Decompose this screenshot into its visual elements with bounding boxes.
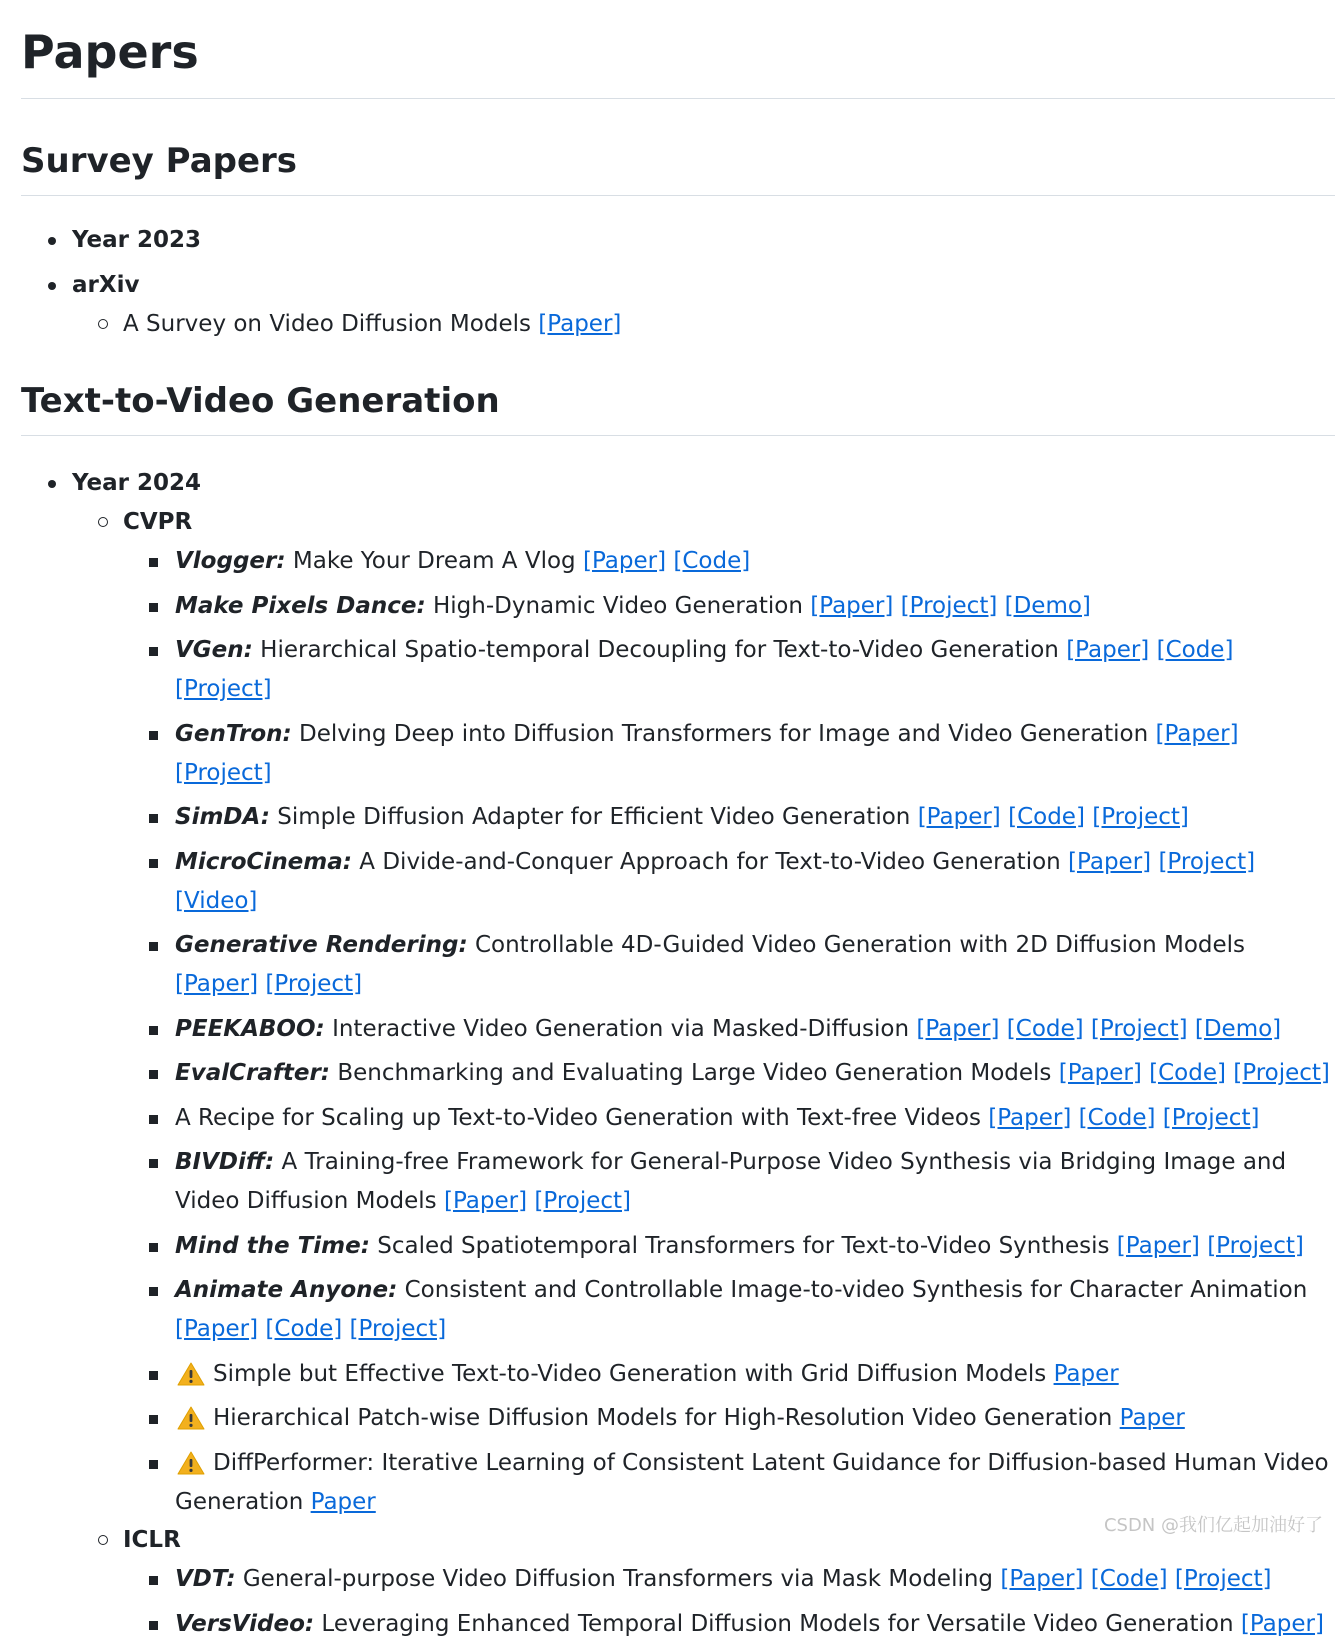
paper-item [123,1560,1335,1599]
paper-link[interactable]: Paper [310,1488,376,1515]
paper-description: Scaled Spatiotemporal Transformers for Text-to-Video Synthesis [377,1232,1110,1259]
venue-label: CVPR [123,503,1335,542]
venue-label: arXiv [72,266,1335,305]
paper-link[interactable]: [Paper] [916,1015,1000,1042]
paper-description: Controllable 4D-Guided Video Generation with 2D Diffusion Models [474,932,1246,958]
code-link[interactable]: [Code] [673,548,751,574]
paper-link[interactable]: [Paper] [1155,720,1239,747]
project-link[interactable]: [Project] [265,971,363,997]
code-link[interactable]: [Code] [1090,1566,1168,1592]
warning-icon [177,1361,205,1387]
paper-item [123,1054,1335,1093]
paper-link[interactable]: [Paper] [1116,1232,1200,1259]
page-title: Papers [21,0,1335,99]
paper-item [123,926,1335,1004]
paper-name: PEEKABOO: [175,1015,325,1042]
paper-item [123,798,1335,837]
paper-link[interactable]: [Paper] [917,804,1001,830]
paper-item [123,1444,1335,1522]
list-item [72,1521,1335,1644]
project-link[interactable]: [Project] [534,1188,632,1214]
paper-link[interactable]: [Paper] [1068,848,1152,875]
section-heading-t2v: Text-to-Video Generation [21,379,1335,436]
paper-item [123,1271,1335,1349]
paper-description: Leveraging Enhanced Temporal Diffusion Models for Versatile Video Generation [321,1610,1234,1637]
paper-link[interactable]: [Paper] [175,971,259,997]
paper-link[interactable]: [Paper] [443,1188,528,1214]
video-link[interactable]: [Video] [175,887,258,914]
cvpr-paper-list [123,542,1335,1522]
paper-description: Consistent and Controllable Image-to-video Synthesis for Character Animation [404,1277,1308,1303]
watermark: CSDN @我们亿起加油好了 [1103,1515,1323,1536]
paper-description: A Recipe for Scaling up Text-to-Video Generation with Text-free Videos [175,1104,981,1131]
paper-link[interactable]: [Paper] [1058,1060,1142,1086]
paper-item [123,1143,1335,1221]
paper-description: Hierarchical Patch-wise Diffusion Models for High-Resolution Video Generation [213,1405,1113,1431]
paper-description: High-Dynamic Video Generation [432,592,803,619]
project-link[interactable]: [Project] [1158,848,1256,875]
paper-item [123,631,1335,709]
paper-link[interactable]: [Paper] [1240,1610,1324,1637]
project-link[interactable]: [Project] [1162,1104,1260,1131]
code-link[interactable]: [Code] [1156,637,1234,663]
paper-link[interactable]: Paper [1053,1360,1119,1387]
t2v-list [21,464,1335,1644]
paper-item [123,587,1335,626]
paper-item [123,1099,1335,1138]
paper-description: A Training-free Framework for General-Purpose Video Synthesis via Bridging Image and Video Diffusion Models [175,1149,1287,1214]
code-link[interactable]: [Code] [1006,1015,1084,1042]
paper-description: Make Your Dream A Vlog [292,548,576,574]
year-label: Year 2024 [72,464,1335,503]
project-link[interactable]: [Project] [175,676,272,702]
warning-icon [177,1450,205,1476]
paper-link[interactable]: [Paper] [988,1104,1072,1131]
paper-link[interactable]: [Paper] [175,1316,259,1342]
paper-description: Simple but Effective Text-to-Video Generation with Grid Diffusion Models [213,1360,1047,1387]
project-link[interactable]: [Project] [175,759,272,786]
list-item [72,305,1335,344]
paper-description: A Divide-and-Conquer Approach for Text-to-Video Generation [359,848,1061,875]
paper-name: Generative Rendering: [175,932,468,958]
paper-title: A Survey on Video Diffusion Models [123,311,531,337]
project-link[interactable]: [Project] [1233,1060,1330,1086]
paper-description: Simple Diffusion Adapter for Efficient Video Generation [277,804,911,830]
paper-name: BIVDiff: [175,1149,275,1175]
paper-name: MicroCinema: [175,848,352,875]
paper-item [123,1227,1335,1266]
list-item [21,266,1335,344]
list-item [72,503,1335,1522]
paper-link[interactable]: [Paper] [1000,1566,1084,1592]
paper-name: Mind the Time: [175,1232,370,1259]
iclr-paper-list [123,1560,1335,1644]
project-link[interactable]: [Project] [1092,804,1189,830]
paper-name: VDT: [175,1566,236,1592]
paper-item [123,715,1335,793]
paper-item [123,542,1335,581]
list-item [21,464,1335,1644]
paper-description: Delving Deep into Diffusion Transformers for Image and Video Generation [299,720,1149,747]
venue-label: ICLR [123,1521,1335,1560]
paper-item [123,843,1335,921]
project-link[interactable]: [Project] [1207,1232,1304,1259]
code-link[interactable]: [Code] [1008,804,1085,830]
paper-link[interactable]: [Paper] [582,548,667,574]
list-item [21,221,1335,260]
paper-description: Hierarchical Spatio-temporal Decoupling for Text-to-Video Generation [260,637,1059,663]
project-link[interactable]: [Project] [900,592,998,619]
paper-link[interactable]: [Paper] [810,592,894,619]
paper-name: GenTron: [175,720,292,747]
paper-description: Benchmarking and Evaluating Large Video Generation Models [337,1060,1052,1086]
code-link[interactable]: [Code] [1078,1104,1156,1131]
project-link[interactable]: [Project] [349,1316,447,1342]
demo-link[interactable]: [Demo] [1194,1015,1282,1042]
paper-name: Animate Anyone: [175,1277,398,1303]
section-heading-survey: Survey Papers [21,139,1335,196]
paper-link[interactable]: [Paper] [1066,637,1150,663]
paper-description: General-purpose Video Diffusion Transformers via Mask Modeling [242,1566,994,1592]
year-label: Year 2023 [72,221,1335,260]
project-link[interactable]: [Project] [1090,1015,1188,1042]
paper-item [123,1605,1335,1644]
paper-description: DiffPerformer: Iterative Learning of Consistent Latent Guidance for Diffusion-based Human Video Generation [175,1449,1329,1515]
warning-icon [177,1405,205,1431]
paper-item [123,1355,1335,1394]
paper-item [123,1399,1335,1438]
paper-description: Interactive Video Generation via Masked-Diffusion [332,1015,910,1042]
paper-name: Make Pixels Dance: [175,592,426,619]
paper-name: EvalCrafter: [175,1060,330,1086]
paper-name: SimDA: [175,804,270,830]
paper-link[interactable]: Paper [1119,1405,1185,1431]
demo-link[interactable]: [Demo] [1004,592,1091,619]
paper-name: VersVideo: [175,1610,315,1637]
project-link[interactable]: [Project] [1174,1566,1272,1592]
paper-name: VGen: [175,637,253,663]
survey-item [123,305,1335,344]
code-link[interactable]: [Code] [1149,1060,1226,1086]
paper-item [123,1010,1335,1049]
paper-name: Vlogger: [175,548,286,574]
paper-link[interactable]: [Paper] [538,311,622,337]
survey-list [21,221,1335,344]
code-link[interactable]: [Code] [265,1316,343,1342]
